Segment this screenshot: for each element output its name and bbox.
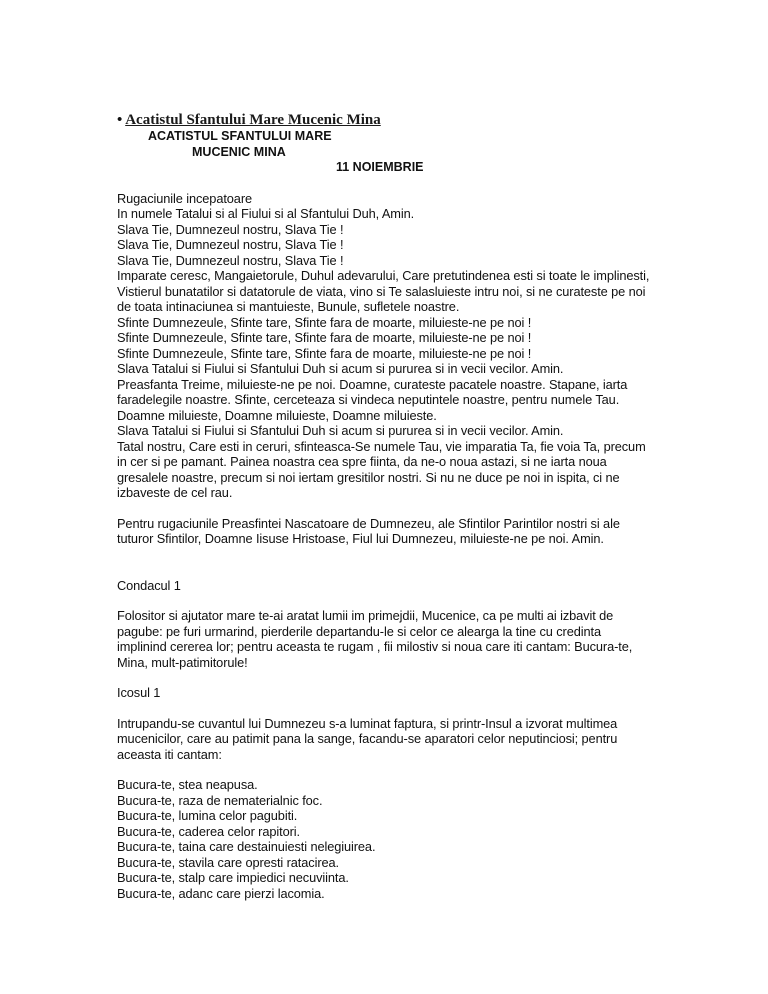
text-line: In numele Tatalui si al Fiului si al Sfantului Duh, Amin.: [117, 206, 415, 221]
text-line: pagube: pe furi urmarind, pierderile departandu-le si celor ce alearga la tine cu credinta: [117, 623, 601, 639]
text-line: Vistierul bunatatilor si datatorule de viata, vino si Te salasluieste intru noi, si ne curateste pe noi: [117, 283, 646, 299]
list-item: Bucura-te, raza de nematerialnic foc.: [117, 792, 323, 808]
text-line: Slava Tie, Dumnezeul nostru, Slava Tie !: [117, 237, 344, 252]
text-line: Slava Tie, Dumnezeul nostru, Slava Tie !: [117, 221, 344, 237]
text-line: mucenicilor, care au patimit pana la sange, facandu-se aparatori celor neputinciosi; pentru: [117, 731, 618, 746]
acatist-title-link[interactable]: Acatistul Sfantului Mare Mucenic Mina: [125, 112, 381, 128]
list-item: Bucura-te, stavila care opresti ratacirea.: [117, 854, 339, 870]
text-line: Sfinte Dumnezeule, Sfinte tare, Sfinte fara de moarte, miluieste-ne pe noi !: [117, 314, 532, 330]
document-page: [117, 111, 657, 901]
text-line: implinind cererea lor; pentru aceasta te rugam , fii milostiv si noua care iti cantam: Bucura-te,: [117, 639, 633, 654]
text-line: gresalele noastre, precum si noi iertam gresitilor nostri. Si nu ne duce pe noi in ispita, ci ne: [117, 469, 620, 485]
text-line: Doamne miluieste, Doamne miluieste, Doamne miluieste.: [117, 407, 437, 423]
closing-prayer: [117, 516, 657, 547]
document-title-line-2: MUCENIC MINA: [192, 144, 286, 159]
text-line: Sfinte Dumnezeule, Sfinte tare, Sfinte fara de moarte, miluieste-ne pe noi !: [117, 330, 532, 345]
title-link-line: [117, 111, 657, 129]
document-title-line-1: ACATISTUL SFANTULUI MARE: [148, 129, 332, 143]
document-date: 11 NOIEMBRIE: [336, 160, 424, 174]
bullet: •: [117, 112, 123, 128]
list-item: Bucura-te, lumina celor pagubiti.: [117, 808, 298, 823]
text-line: Mina, mult-patimitorule!: [117, 654, 248, 670]
text-line: tuturor Sfintilor, Doamne Iisuse Hristoase, Fiul lui Dumnezeu, miluieste-ne pe noi. Amin.: [117, 531, 604, 546]
text-line: izbaveste de cel rau.: [117, 485, 233, 500]
list-item: Bucura-te, adanc care pierzi lacomia.: [117, 885, 325, 901]
list-item: Bucura-te, taina care destainuiesti nelegiuirea.: [117, 839, 376, 854]
text-line: Imparate ceresc, Mangaietorule, Duhul adevarului, Care pretutindenea esti si toate le implinesti,: [117, 268, 650, 283]
text-line: Rugaciunile incepatoare: [117, 190, 253, 206]
icos-1-heading: Icosul 1: [117, 685, 161, 700]
text-line: Slava Tie, Dumnezeul nostru, Slava Tie !: [117, 252, 344, 268]
text-line: in cer si pe pamant. Painea noastra cea spre fiinta, da ne-o noua astazi, si ne iarta noua: [117, 454, 607, 469]
bucura-te-list: [117, 777, 657, 901]
text-line: Tatal nostru, Care esti in ceruri, sfinteasca-Se numele Tau, vie imparatia Ta, fie voia Ta, precum: [117, 438, 646, 454]
text-line: aceasta iti cantam:: [117, 746, 222, 762]
text-line: Slava Tatalui si Fiului si Sfantului Duh si acum si pururea si in vecii vecilor. Amin.: [117, 423, 564, 438]
intro-prayers: [117, 191, 657, 501]
text-line: de toata intinaciunea si mantuieste, Bunule, sufletele noastre.: [117, 299, 460, 314]
text-line: Sfinte Dumnezeule, Sfinte tare, Sfinte fara de moarte, miluieste-ne pe noi !: [117, 345, 532, 361]
icos-1-text: [117, 716, 657, 763]
list-item: Bucura-te, stea neapusa.: [117, 777, 258, 792]
text-line: faradelegile noastre. Sfinte, cerceteaza si vindeca neputintele noastre, pentru numele Tau.: [117, 392, 620, 407]
condac-1-text: [117, 608, 657, 670]
text-line: Intrupandu-se cuvantul lui Dumnezeu s-a luminat faptura, si printr-Insul a izvorat multimea: [117, 715, 618, 731]
list-item: Bucura-te, caderea celor rapitori.: [117, 823, 300, 839]
text-line: Slava Tatalui si Fiului si Sfantului Duh si acum si pururea si in vecii vecilor. Amin.: [117, 361, 564, 376]
condac-1-heading: Condacul 1: [117, 577, 181, 593]
text-line: Folositor si ajutator mare te-ai aratat lumii im primejdii, Mucenice, ca pe multi ai izbavit de: [117, 608, 614, 623]
text-line: Preasfanta Treime, miluieste-ne pe noi. Doamne, curateste pacatele noastre. Stapane, iarta: [117, 376, 628, 392]
text-line: Pentru rugaciunile Preasfintei Nascatoare de Dumnezeu, ale Sfintilor Parintilor nostri si ale: [117, 515, 620, 531]
list-item: Bucura-te, stalp care impiedici necuviinta.: [117, 870, 349, 885]
